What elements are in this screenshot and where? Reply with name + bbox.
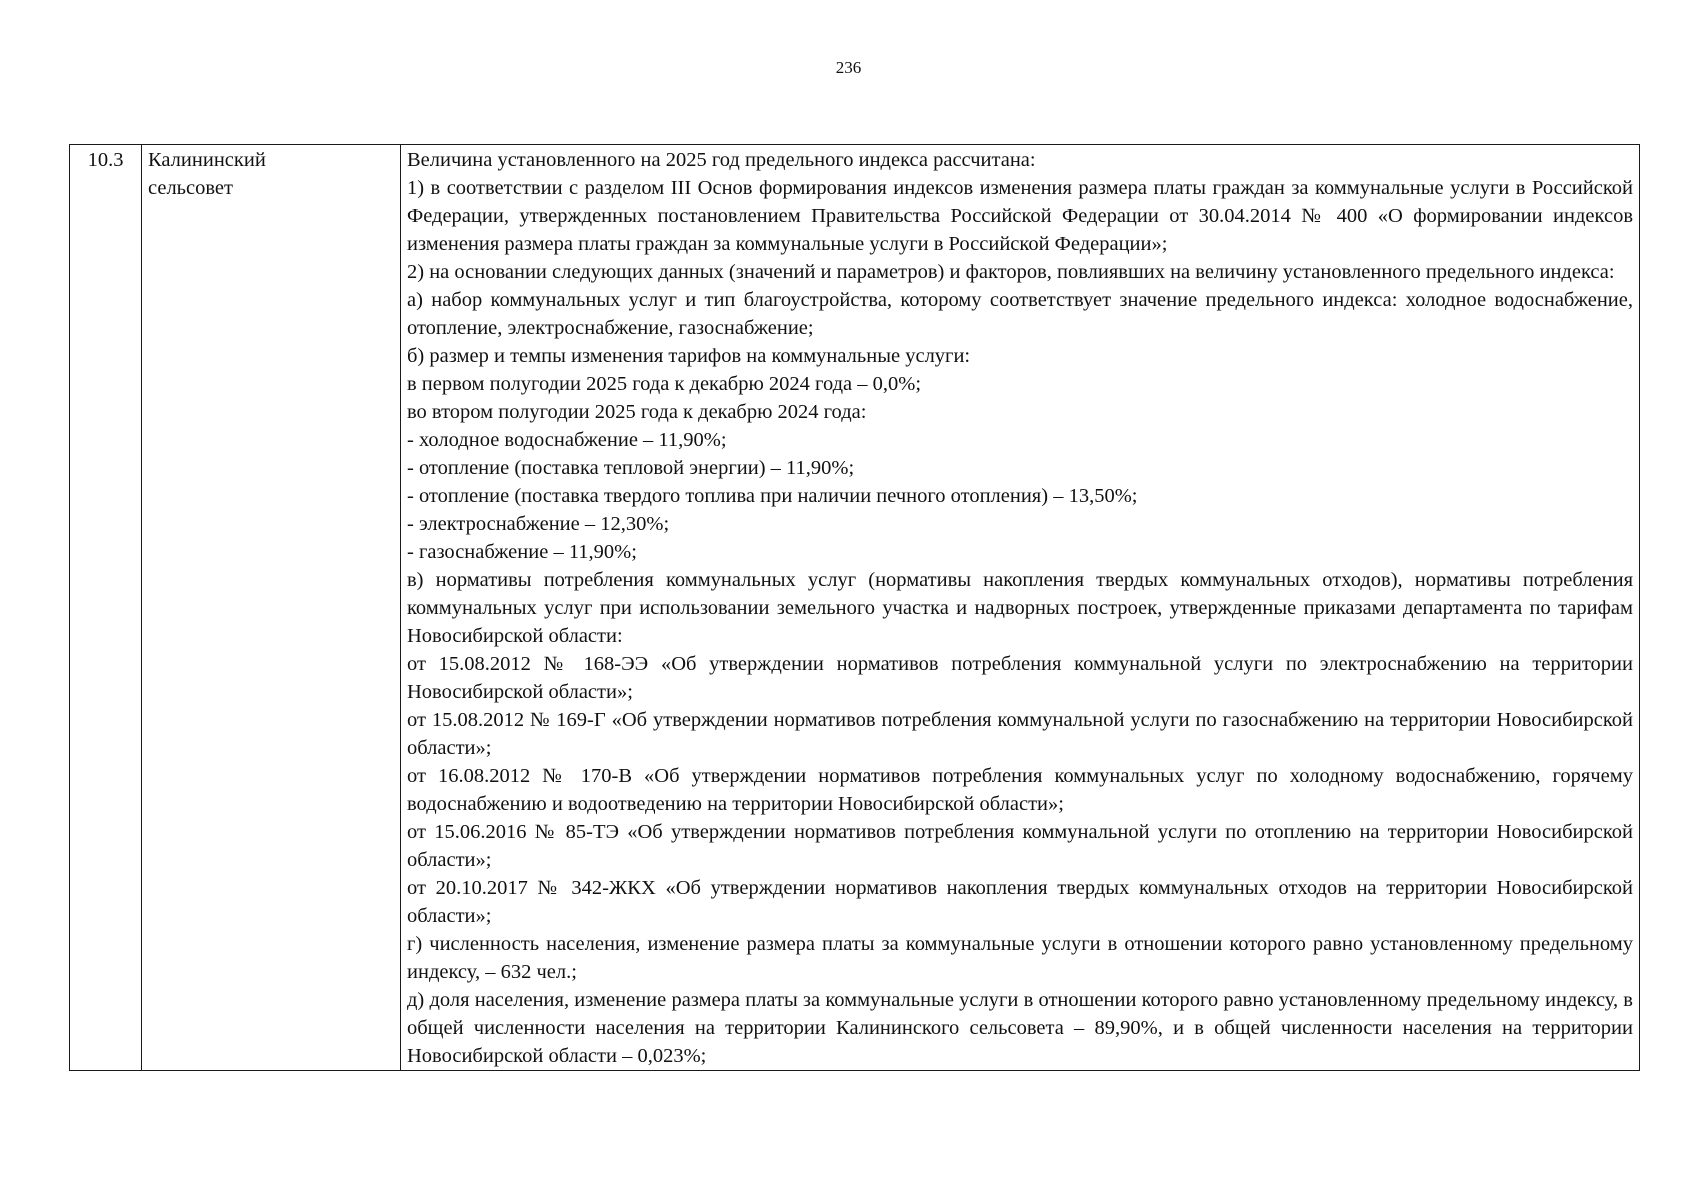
paragraph-item-a: а) набор коммунальных услуг и тип благоустройства, которому соответствует значение предельного индекса: холодное водоснабжение, отопление, электроснабжение, газоснабжение; (407, 289, 1633, 339)
tariff-gas: - газоснабжение – 11,90%; (407, 541, 637, 563)
paragraph-second-half-year: во втором полугодии 2025 года к декабрю 2024 года: (407, 401, 867, 423)
paragraph-first-half-year: в первом полугодии 2025 года к декабрю 2024 года – 0,0%; (407, 373, 922, 395)
paragraph-heading: Величина установленного на 2025 год предельного индекса рассчитана: (407, 149, 1036, 171)
description-cell (401, 145, 1640, 1071)
paragraph-item-d: д) доля населения, изменение размера платы за коммунальные услуги в отношении которого равно установленному предельному индексу, в общей численности населения на территории Калининского сельсовета – 89,90%, и в общей численности населения на территории Новосибирской области – 0,023%; (407, 989, 1633, 1067)
paragraph-item-2: 2) на основании следующих данных (значений и параметров) и факторов, повлиявших на величину установленного предельного индекса: (407, 261, 1615, 283)
row-number-cell: 10.3 (70, 145, 142, 1071)
paragraph-item-1: 1) в соответствии с разделом III Основ формирования индексов изменения размера платы граждан за коммунальные услуги в Российской Федерации, утвержденных постановлением Правительства Российской Федерации от 30.04.2014 № 400 «О формировании индексов изменения размера платы граждан за коммунальные услуги в Российской Федерации»; (407, 177, 1633, 255)
paragraph-item-v: в) нормативы потребления коммунальных услуг (нормативы накопления твердых коммунальных отходов), нормативы потребления коммунальных услуг при использовании земельного участка и надворных построек, утвержденные приказами департамента по тарифам Новосибирской области: (407, 569, 1633, 647)
tariff-electricity: - электроснабжение – 12,30%; (407, 513, 670, 535)
order-168-ee: от 15.08.2012 № 168-ЭЭ «Об утверждении нормативов потребления коммунальной услуги по электроснабжению на территории Новосибирской области»; (407, 653, 1633, 703)
table-row (70, 145, 1640, 1071)
paragraph-item-g: г) численность населения, изменение размера платы за коммунальные услуги в отношении которого равно установленному предельному индексу, – 632 чел.; (407, 933, 1633, 983)
municipality-name-line: Калининский (148, 149, 266, 171)
order-85-te: от 15.06.2016 № 85-ТЭ «Об утверждении нормативов потребления коммунальной услуги по отоплению на территории Новосибирской области»; (407, 821, 1633, 871)
tariff-cold-water: - холодное водоснабжение – 11,90%; (407, 429, 727, 451)
order-170-v: от 16.08.2012 № 170-В «Об утверждении нормативов потребления коммунальных услуг по холодному водоснабжению, горячему водоснабжению и водоотведению на территории Новосибирской области»; (407, 765, 1633, 815)
municipality-cell (142, 145, 401, 1071)
order-342-zhkh: от 20.10.2017 № 342-ЖКХ «Об утверждении нормативов накопления твердых коммунальных отходов на территории Новосибирской области»; (407, 877, 1633, 927)
paragraph-item-b: б) размер и темпы изменения тарифов на коммунальные услуги: (407, 345, 971, 367)
municipality-name-line: сельсовет (148, 177, 233, 199)
index-table (69, 144, 1640, 1071)
order-169-g: от 15.08.2012 № 169-Г «Об утверждении нормативов потребления коммунальной услуги по газоснабжению на территории Новосибирской области»; (407, 709, 1633, 759)
tariff-heating-solid-fuel: - отопление (поставка твердого топлива при наличии печного отопления) – 13,50%; (407, 485, 1138, 507)
page-number: 236 (835, 58, 862, 77)
tariff-heating-thermal: - отопление (поставка тепловой энергии) – 11,90%; (407, 457, 855, 479)
